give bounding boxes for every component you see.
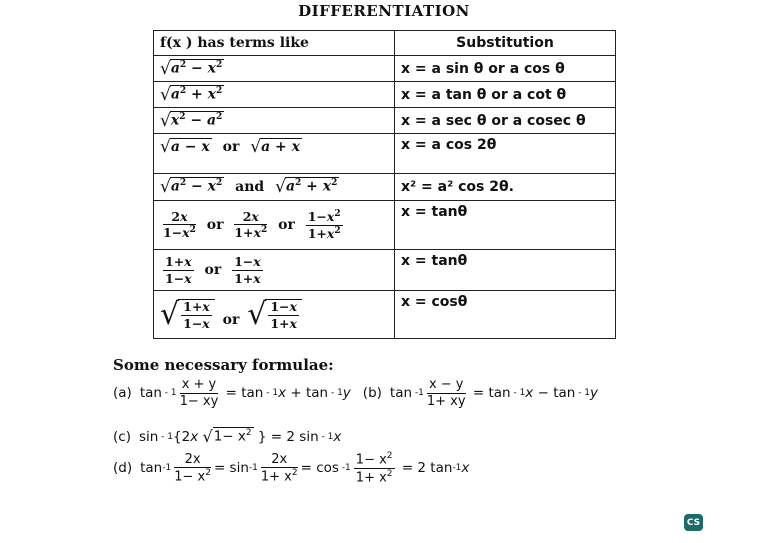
header-terms: f(x ) has terms like [154,31,395,56]
term-sqrt-a-plus-x: √a + x [250,137,300,157]
formula-line-ab [113,378,598,408]
formula-line-c [113,427,341,446]
term-sqrt-a-minus-x: √a − x [160,137,210,157]
fraction-1-plus-x-over-1-minus-x: $\frac{1+x}{1-x}$ [165,254,192,286]
table-row [154,134,616,174]
sqrt-fraction-1-minus-x-over-1-plus-x: √ $\frac{1-x}{1+x}$ [247,299,302,329]
formulae-heading: Some necessary formulae: [113,356,334,374]
substitution-cell: x = a tan θ or a cot θ [395,82,616,108]
term-cell [154,82,395,108]
term-cell [154,250,395,291]
table-row [154,291,616,339]
fraction-1-minus-x2-over-1-plus-x2: $\frac{1-x^2}{1+x^2}$ [307,209,341,241]
fraction-1-minus-x-over-1-plus-x: $\frac{1-x}{1+x}$ [234,254,261,286]
formula-c-label: (c) [113,428,131,445]
table-row [154,108,616,134]
term-sqrt-a2-minus-x2: $√a^2 - x^2$ [160,58,223,79]
term-sqrt-a2-minus-x2: $√a^2 - x^2$ [160,177,223,197]
term-cell [154,201,395,250]
term-sqrt-a2-plus-x2: $√a^2 + x^2$ [275,177,338,197]
fraction-2x-over-1-minus-x2: $\frac{2x}{1-x^2}$ [163,209,196,241]
substitution-cell: x = tanθ [395,250,616,291]
or-word: or [204,262,222,278]
fraction-2x-over-1-plus-x2: $\frac{2x}{1+x^2}$ [234,209,268,241]
formula-d: tan -1 $\frac{2x}{1- x^2}$ = sin -1 $\frac{2x}{1+ x^2}$ = cos -1 $\frac{1- x^2}{1+ x^2}$ = 2 tan -1 x [140,451,470,486]
formula-b-label: (b) [362,385,382,402]
formula-b: tan -1 $\frac{x - y}{1+ xy}$ = tan - 1 x − tan - 1 y [389,377,599,409]
formula-d-label: (d) [113,460,133,477]
formula-line-d [113,452,469,485]
or-word: or [278,217,295,233]
formula-a-label: (a) [113,385,132,402]
substitution-cell: x = a sec θ or a cosec θ [395,108,616,134]
substitution-table [153,30,616,339]
table-row [154,250,616,291]
page-title: DIFFERENTIATION [298,2,470,20]
header-substitution: Substitution [395,31,616,56]
substitution-cell: x = a cos 2θ [395,134,616,174]
table-row [154,174,616,201]
substitution-cell: x = cosθ [395,291,616,339]
or-word: or [222,311,240,328]
substitution-cell: x² = a² cos 2θ. [395,174,616,201]
table-row [154,82,616,108]
term-sqrt-a2-plus-x2: $√a^2 + x^2$ [160,84,223,105]
and-word: and [235,179,265,195]
term-cell [154,134,395,174]
substitution-cell: x = a sin θ or a cos θ [395,56,616,82]
substitution-cell: x = tanθ [395,201,616,250]
term-cell [154,174,395,201]
term-cell [154,108,395,134]
term-cell [154,291,395,339]
term-sqrt-x2-minus-a2: $√x^2 - a^2$ [160,110,223,131]
table-row [154,56,616,82]
term-cell [154,56,395,82]
formula-c: sin - 1 {2 x √ $1- x^2$ } = 2 sin - 1 x [138,427,342,446]
table-row [154,201,616,250]
camscanner-logo-icon: CS [684,514,703,531]
sqrt-fraction-1-plus-x-over-1-minus-x: √ $\frac{1+x}{1-x}$ [160,299,215,329]
or-word: or [222,139,240,155]
formula-a: tan - 1 $\frac{x + y}{1- xy}$ = tan - 1 x + tan - 1 y [139,377,351,409]
or-word: or [206,217,224,233]
table-header-row [154,31,616,56]
